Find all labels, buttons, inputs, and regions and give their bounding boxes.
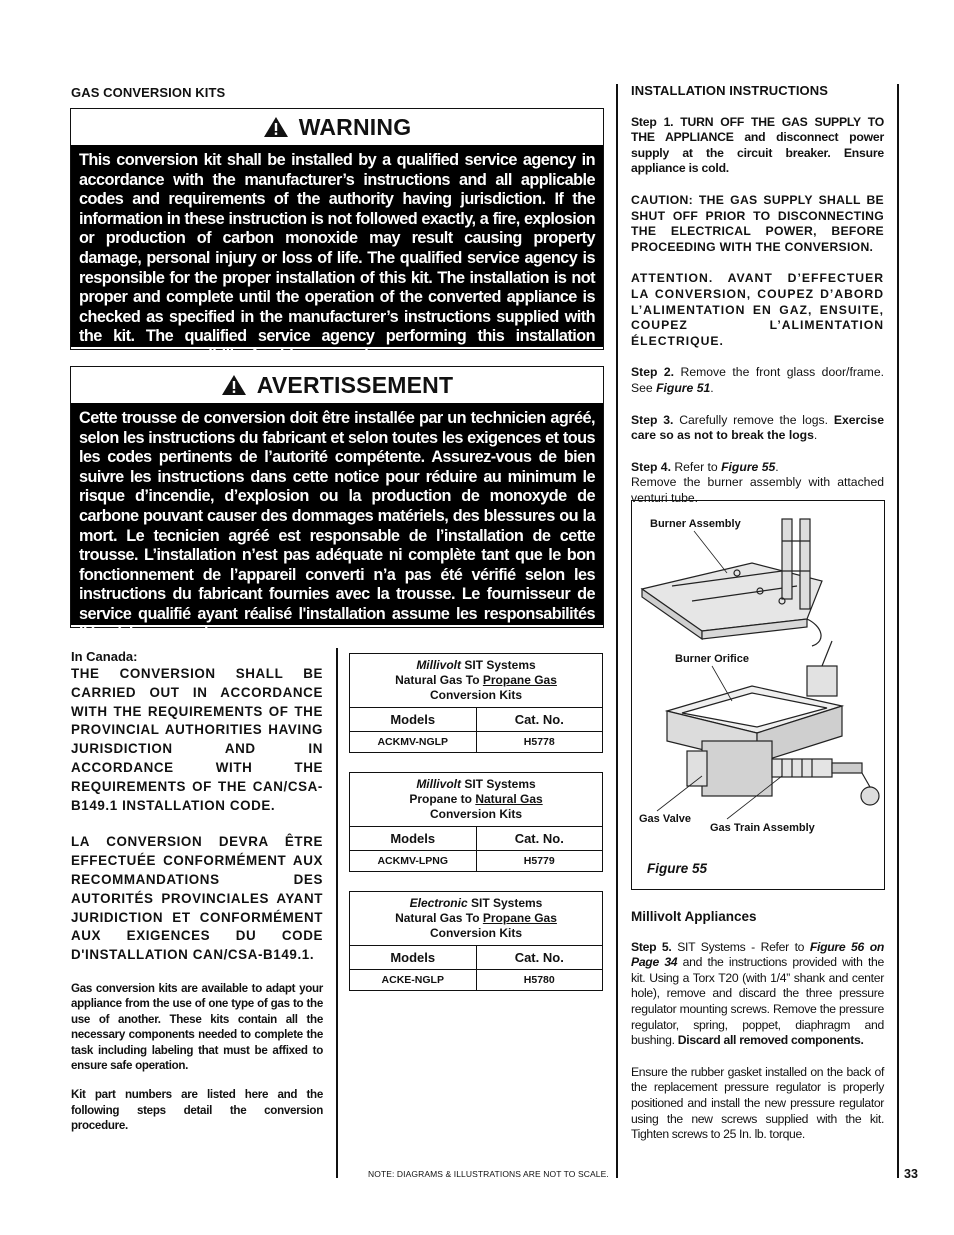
- warning-icon: [221, 374, 247, 396]
- avertissement-box: [70, 366, 604, 643]
- kit-subtitle: Conversion Kits: [429, 926, 522, 940]
- kit-table: [349, 772, 603, 872]
- step-label: Step 5.: [631, 939, 672, 954]
- table-row: [350, 850, 602, 871]
- label-gas-valve: Gas Valve: [639, 813, 691, 825]
- kit-header-row: [350, 827, 602, 850]
- warning-text: This conversion kit shall be installed by a qualified service agency in accordance with the manufacturer’s instructions and all applicable codes and requirements of the authority having jurisdiction. If the information in these instruction is not followed exactly, a fire, explosion or production of carbon monoxide may result causing property damage, personal injury or loss of life. The qualified service agency is responsible for the proper installation of this kit. The installation is not proper and complete until the operation of the converted appliance is checked as specified in the manufacturer’s instructions supplied with the kit. The qualified service agency performing this installation assumes responsibility for this conversion.: [71, 145, 603, 347]
- model-cell: ACKMV-NGLP: [377, 736, 449, 748]
- canada-english: THE CONVERSION SHALL BE CARRIED OUT IN ACCORDANCE WITH THE REQUIREMENTS OF THE PROVINCIAL AUTHORITIES HAVING JURISDICTION AND IN ACCORDANCE WITH THE REQUIREMENTS OF THE CAN/CSA-B149.1 INSTALLATION CODE.: [71, 666, 323, 813]
- column-divider: [616, 84, 618, 1178]
- kit-table: [349, 653, 603, 753]
- models-header: Models: [390, 831, 436, 846]
- kit-table-title: [350, 773, 602, 827]
- models-header: Models: [390, 950, 436, 965]
- gasket-text: Ensure the rubber gasket installed on the back of the replacement pressure regulator is properly positioned and install the new pressure regulator using the new screws supplied with the kit. Tighten screws to 25 In. lb. torque.: [631, 1064, 884, 1142]
- warning-box: [70, 108, 604, 365]
- step-3: Step 3. Carefully remove the logs. Exercise care so as not to break the logs.: [631, 412, 884, 443]
- millivolt-heading: Millivolt Appliances: [631, 909, 757, 924]
- kit-system-type: Millivolt: [416, 777, 461, 791]
- kit-system-name: SIT Systems: [460, 658, 536, 672]
- figure-55: [631, 500, 885, 890]
- step-5: [631, 940, 884, 1049]
- step-text: and the instructions provided with the kit. Using a Torx T20 (with 1/4” shank and center hole), remove and discard the three pressure regulator mounting screws. Remove the pressure regulator, spring, poppet, diaphragm and bushing.: [631, 955, 884, 1048]
- warning-title: WARNING: [298, 113, 412, 140]
- kit-from-gas: Natural Gas To: [395, 673, 483, 687]
- avertissement-text: Cette trousse de conversion doit être installée par un technicien agréé, selon les instructions du fabricant et selon toutes les exigences et tous les codes pertinents de l’autorité compétente. Assurez-vous de bien suivre les instructions dans cette notice pour réduire au minimum le risque d’incendie, d’explosion ou la production de monoxyde de carbone pouvant causer des dommages matériels, des blessures ou la mort. Le tecnicien agréé est responsable de l’installation de cette trousse. L’installation n’est pas adéquate ni complète tant que le bon fonctionnement de l’appareil converti n’a pas été vérifié selon les instructions du fabricant fournies avec la trousse. Le fournisseur de service qualifié ayant réalisé l'installation assume les responsabilités liées à la conversion.: [71, 403, 603, 625]
- kit-system-type: Millivolt: [416, 658, 461, 672]
- kits-available-text: Gas conversion kits are available to adapt your appliance from the use of one type of gas to the use of another. These kits contain all the necessary components needed to complete the task including labeling that must be affixed to ensure safe operation.: [71, 981, 323, 1072]
- label-burner-assembly: Burner Assembly: [650, 518, 741, 530]
- installation-instructions: [631, 83, 884, 506]
- kit-table-title: [350, 654, 602, 708]
- step-emphasis: Exercise care so as not to break the logs: [631, 412, 884, 443]
- step-label: Step 4.: [631, 459, 671, 474]
- table-row: [350, 969, 602, 990]
- kit-numbers-text: Kit part numbers are listed here and the following steps detail the conversion procedure.: [71, 1088, 323, 1133]
- kit-from-gas: Natural Gas To: [395, 911, 483, 925]
- step-label: Step 2.: [631, 365, 675, 380]
- millivolt-section: [631, 909, 884, 1143]
- warning-header: [71, 109, 603, 145]
- label-burner-orifice: Burner Orifice: [675, 653, 749, 665]
- kit-to-gas: Natural Gas: [475, 792, 543, 806]
- kit-system-name: SIT Systems: [467, 896, 543, 910]
- kit-table-title: [350, 892, 602, 946]
- kit-subtitle: Conversion Kits: [429, 807, 522, 821]
- kit-header-row: [350, 708, 602, 731]
- step-text: Carefully remove the logs.: [673, 412, 834, 427]
- cat-no-cell: H5779: [476, 851, 603, 871]
- kit-subtitle: Conversion Kits: [429, 688, 522, 702]
- model-cell: ACKMV-LPNG: [377, 855, 449, 867]
- step-label: Step 3.: [631, 412, 674, 427]
- kit-to-gas: Propane Gas: [482, 673, 557, 687]
- step-1: Step 1. TURN OFF THE GAS SUPPLY TO THE APPLIANCE and disconnect power supply at the circuit breaker. Ensure appliance is cold.: [631, 114, 884, 176]
- column-divider: [897, 84, 899, 1178]
- attention-text: ATTENTION. AVANT D’EFFECTUER LA CONVERSION, COUPEZ D’ABORD L’ALIMENTATION EN GAZ, ENSUITE, COUPEZ L’ALIMENTATION ÉLECTRIQUE.: [631, 271, 884, 348]
- figure-ref: Figure 55: [721, 459, 776, 474]
- cat-no-cell: H5778: [476, 732, 603, 752]
- section-heading: GAS CONVERSION KITS: [71, 85, 226, 100]
- models-header: Models: [390, 712, 436, 727]
- cat-no-cell: H5780: [476, 970, 603, 990]
- column-divider: [336, 648, 338, 1178]
- step-4-detail: Remove the burner assembly with attached venturi tube.: [631, 475, 884, 505]
- page-number: 33: [904, 1167, 918, 1181]
- kit-to-gas: Propane Gas: [482, 911, 557, 925]
- scale-note: NOTE: DIAGRAMS & ILLUSTRATIONS ARE NOT TO SCALE.: [368, 1169, 609, 1179]
- step-text: SIT Systems - Refer to: [671, 939, 810, 954]
- kit-header-row: [350, 946, 602, 969]
- label-gas-train: Gas Train Assembly: [710, 822, 815, 834]
- step-text: Remove the front glass door/frame. See: [631, 365, 884, 395]
- avertissement-title: AVERTISSEMENT: [256, 371, 454, 398]
- avertissement-header: [71, 367, 603, 403]
- figure-ref: Figure 56 on Page 34: [631, 939, 885, 970]
- kit-system-type: Electronic: [409, 896, 468, 910]
- warning-icon: [263, 116, 289, 138]
- caution-text: CAUTION: THE GAS SUPPLY SHALL BE SHUT OFF PRIOR TO DISCONNECTING THE ELECTRICAL POWER, BEFORE PROCEEDING WITH THE CONVERSION.: [631, 192, 884, 254]
- kit-from-gas: Propane to: [409, 792, 476, 806]
- figure-caption: Figure 55: [647, 861, 708, 876]
- cat-no-header: Cat. No.: [476, 946, 603, 969]
- table-row: [350, 731, 602, 752]
- canada-label: In Canada:: [71, 649, 138, 664]
- step-4: Step 4. Refer to Figure 55.: [631, 459, 779, 474]
- step-2: Step 2. Remove the front glass door/frame. See Figure 51.: [631, 365, 884, 395]
- cat-no-header: Cat. No.: [476, 708, 603, 731]
- step-emphasis: Discard all removed components.: [677, 1033, 864, 1048]
- cat-no-header: Cat. No.: [476, 827, 603, 850]
- installation-heading: INSTALLATION INSTRUCTIONS: [631, 83, 829, 98]
- step-text: Refer to: [670, 459, 722, 474]
- figure-ref: Figure 51: [656, 380, 711, 395]
- kit-system-name: SIT Systems: [460, 777, 536, 791]
- model-cell: ACKE-NGLP: [381, 974, 444, 986]
- kit-table: [349, 891, 603, 991]
- canada-section: [71, 649, 323, 1134]
- canada-french: LA CONVERSION DEVRA ÊTRE EFFECTUÉE CONFORMÉMENT AUX RECOMMANDATIONS DES AUTORITÉS PROVINCIALES AYANT JURIDICTION ET CONFORMÉMENT AUX EXIGENCES DU CODE D'INSTALLATION CAN/CSA-B149.1.: [71, 834, 323, 963]
